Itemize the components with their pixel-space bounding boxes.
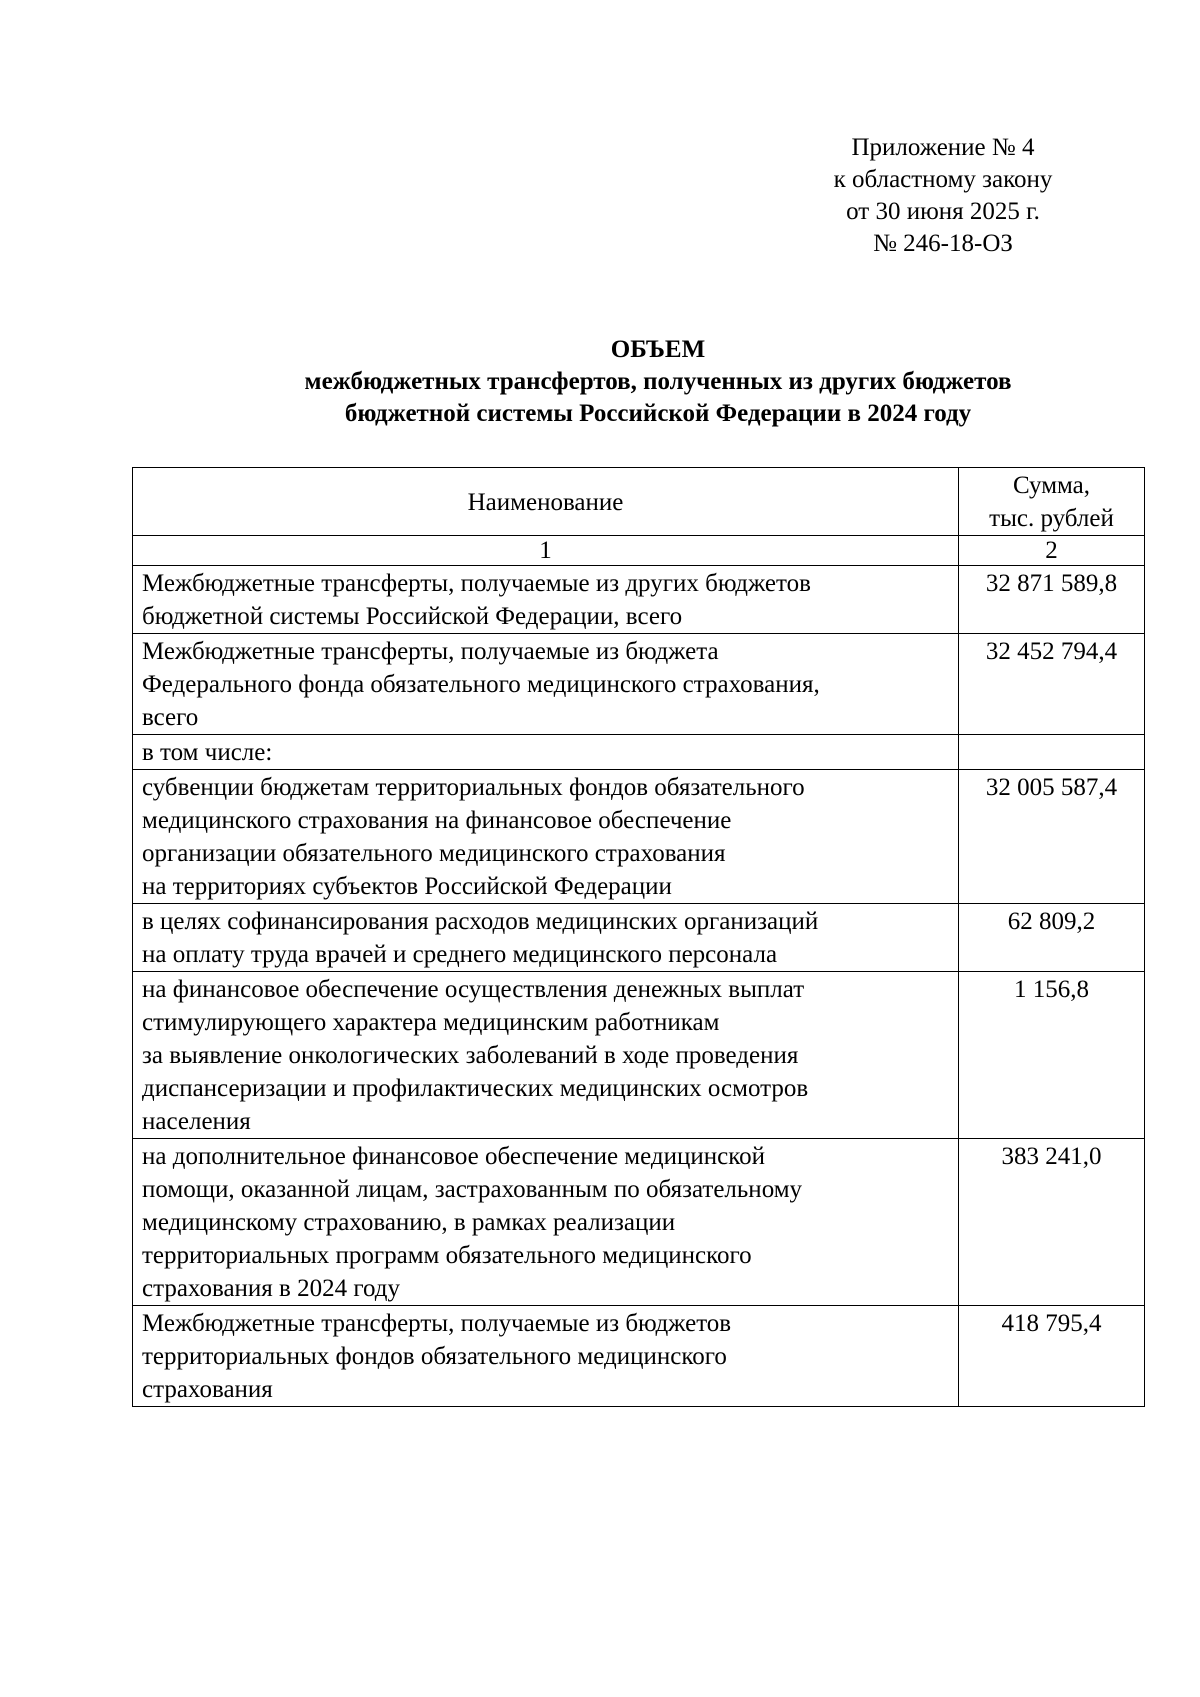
row-amount-cell: 383 241,0 [959,1139,1145,1306]
title-heading: ОБЪЕМ [610,336,706,363]
appendix-reference [778,132,1108,260]
row-name-cell [133,634,959,735]
row-amount-cell: 1 156,8 [959,972,1145,1139]
row-name-line: медицинского страхования на финансовое обеспечение [142,807,732,834]
row-name-line: субвенции бюджетам территориальных фондов обязательного [142,774,805,801]
column-number-2: 2 [959,536,1145,566]
title-subtitle-line2: бюджетной системы Российской Федерации в 2024 году [344,400,972,427]
table-row [133,566,1145,634]
row-name-line: организации обязательного медицинского страхования [142,840,726,867]
row-name-line: Межбюджетные трансферты, получаемые из бюджетов [142,1310,732,1337]
header-amount-line1: Сумма, [1012,472,1091,499]
row-name-line: диспансеризации и профилактических медицинских осмотров [142,1075,809,1102]
row-name-cell [133,770,959,904]
row-amount-cell: 32 452 794,4 [959,634,1145,735]
row-name-line: на территориях субъектов Российской Федерации [142,873,672,900]
row-amount-cell: 418 795,4 [959,1306,1145,1407]
row-name-line: территориальных фондов обязательного медицинского [142,1343,727,1370]
table-header-row [133,468,1145,536]
row-amount-cell: 32 871 589,8 [959,566,1145,634]
row-name-line: территориальных программ обязательного медицинского [142,1242,752,1269]
row-name-line: бюджетной системы Российской Федерации, всего [142,603,683,630]
table-row [133,904,1145,972]
row-amount-cell [959,735,1145,770]
table-row [133,1306,1145,1407]
row-name-line: Межбюджетные трансферты, получаемые из бюджета [142,638,719,665]
row-name-cell [133,735,959,770]
row-name-cell [133,1139,959,1306]
row-name-line: на оплату труда врачей и среднего медицинского персонала [142,941,778,968]
row-name-cell [133,1306,959,1407]
column-number-1: 1 [133,536,959,566]
row-amount-cell: 32 005 587,4 [959,770,1145,904]
row-name-line: помощи, оказанной лицам, застрахованным по обязательному [142,1176,803,1203]
appendix-law-number: № 246-18-ОЗ [873,230,1013,257]
title-subtitle-line1: межбюджетных трансфертов, полученных из других бюджетов [304,368,1012,395]
table-row [133,770,1145,904]
row-name-line: стимулирующего характера медицинским работникам [142,1009,720,1036]
row-name-line: медицинскому страхованию, в рамках реализации [142,1209,676,1236]
table-row [133,735,1145,770]
row-name-line: в том числе: [142,739,273,766]
transfers-table [132,467,1145,1407]
row-name-line: в целях софинансирования расходов медицинских организаций [142,908,819,935]
row-amount-cell: 62 809,2 [959,904,1145,972]
row-name-line: населения [142,1108,251,1135]
row-name-cell [133,566,959,634]
table-row [133,972,1145,1139]
row-name-line: за выявление онкологических заболеваний в ходе проведения [142,1042,799,1069]
transfers-table-body [133,468,1145,1407]
row-name-line: всего [142,704,199,731]
header-amount-line2: тыс. рублей [989,505,1114,532]
row-name-line: на дополнительное финансовое обеспечение медицинской [142,1143,765,1170]
row-name-line: Межбюджетные трансферты, получаемые из других бюджетов [142,570,811,597]
row-name-line: на финансовое обеспечение осуществления денежных выплат [142,976,805,1003]
row-name-line: Федерального фонда обязательного медицинского страхования, [142,671,820,698]
appendix-number: Приложение № 4 [851,134,1035,161]
row-name-cell [133,904,959,972]
row-name-cell [133,972,959,1139]
table-row [133,634,1145,735]
header-amount [959,468,1145,536]
header-name: Наименование [133,468,959,536]
row-name-line: страхования [142,1376,273,1403]
appendix-date: от 30 июня 2025 г. [846,198,1040,225]
column-number-row [133,536,1145,566]
appendix-law-reference: к областному закону [833,166,1053,193]
row-name-line: страхования в 2024 году [142,1275,400,1302]
document-title [133,334,1183,430]
table-row [133,1139,1145,1306]
